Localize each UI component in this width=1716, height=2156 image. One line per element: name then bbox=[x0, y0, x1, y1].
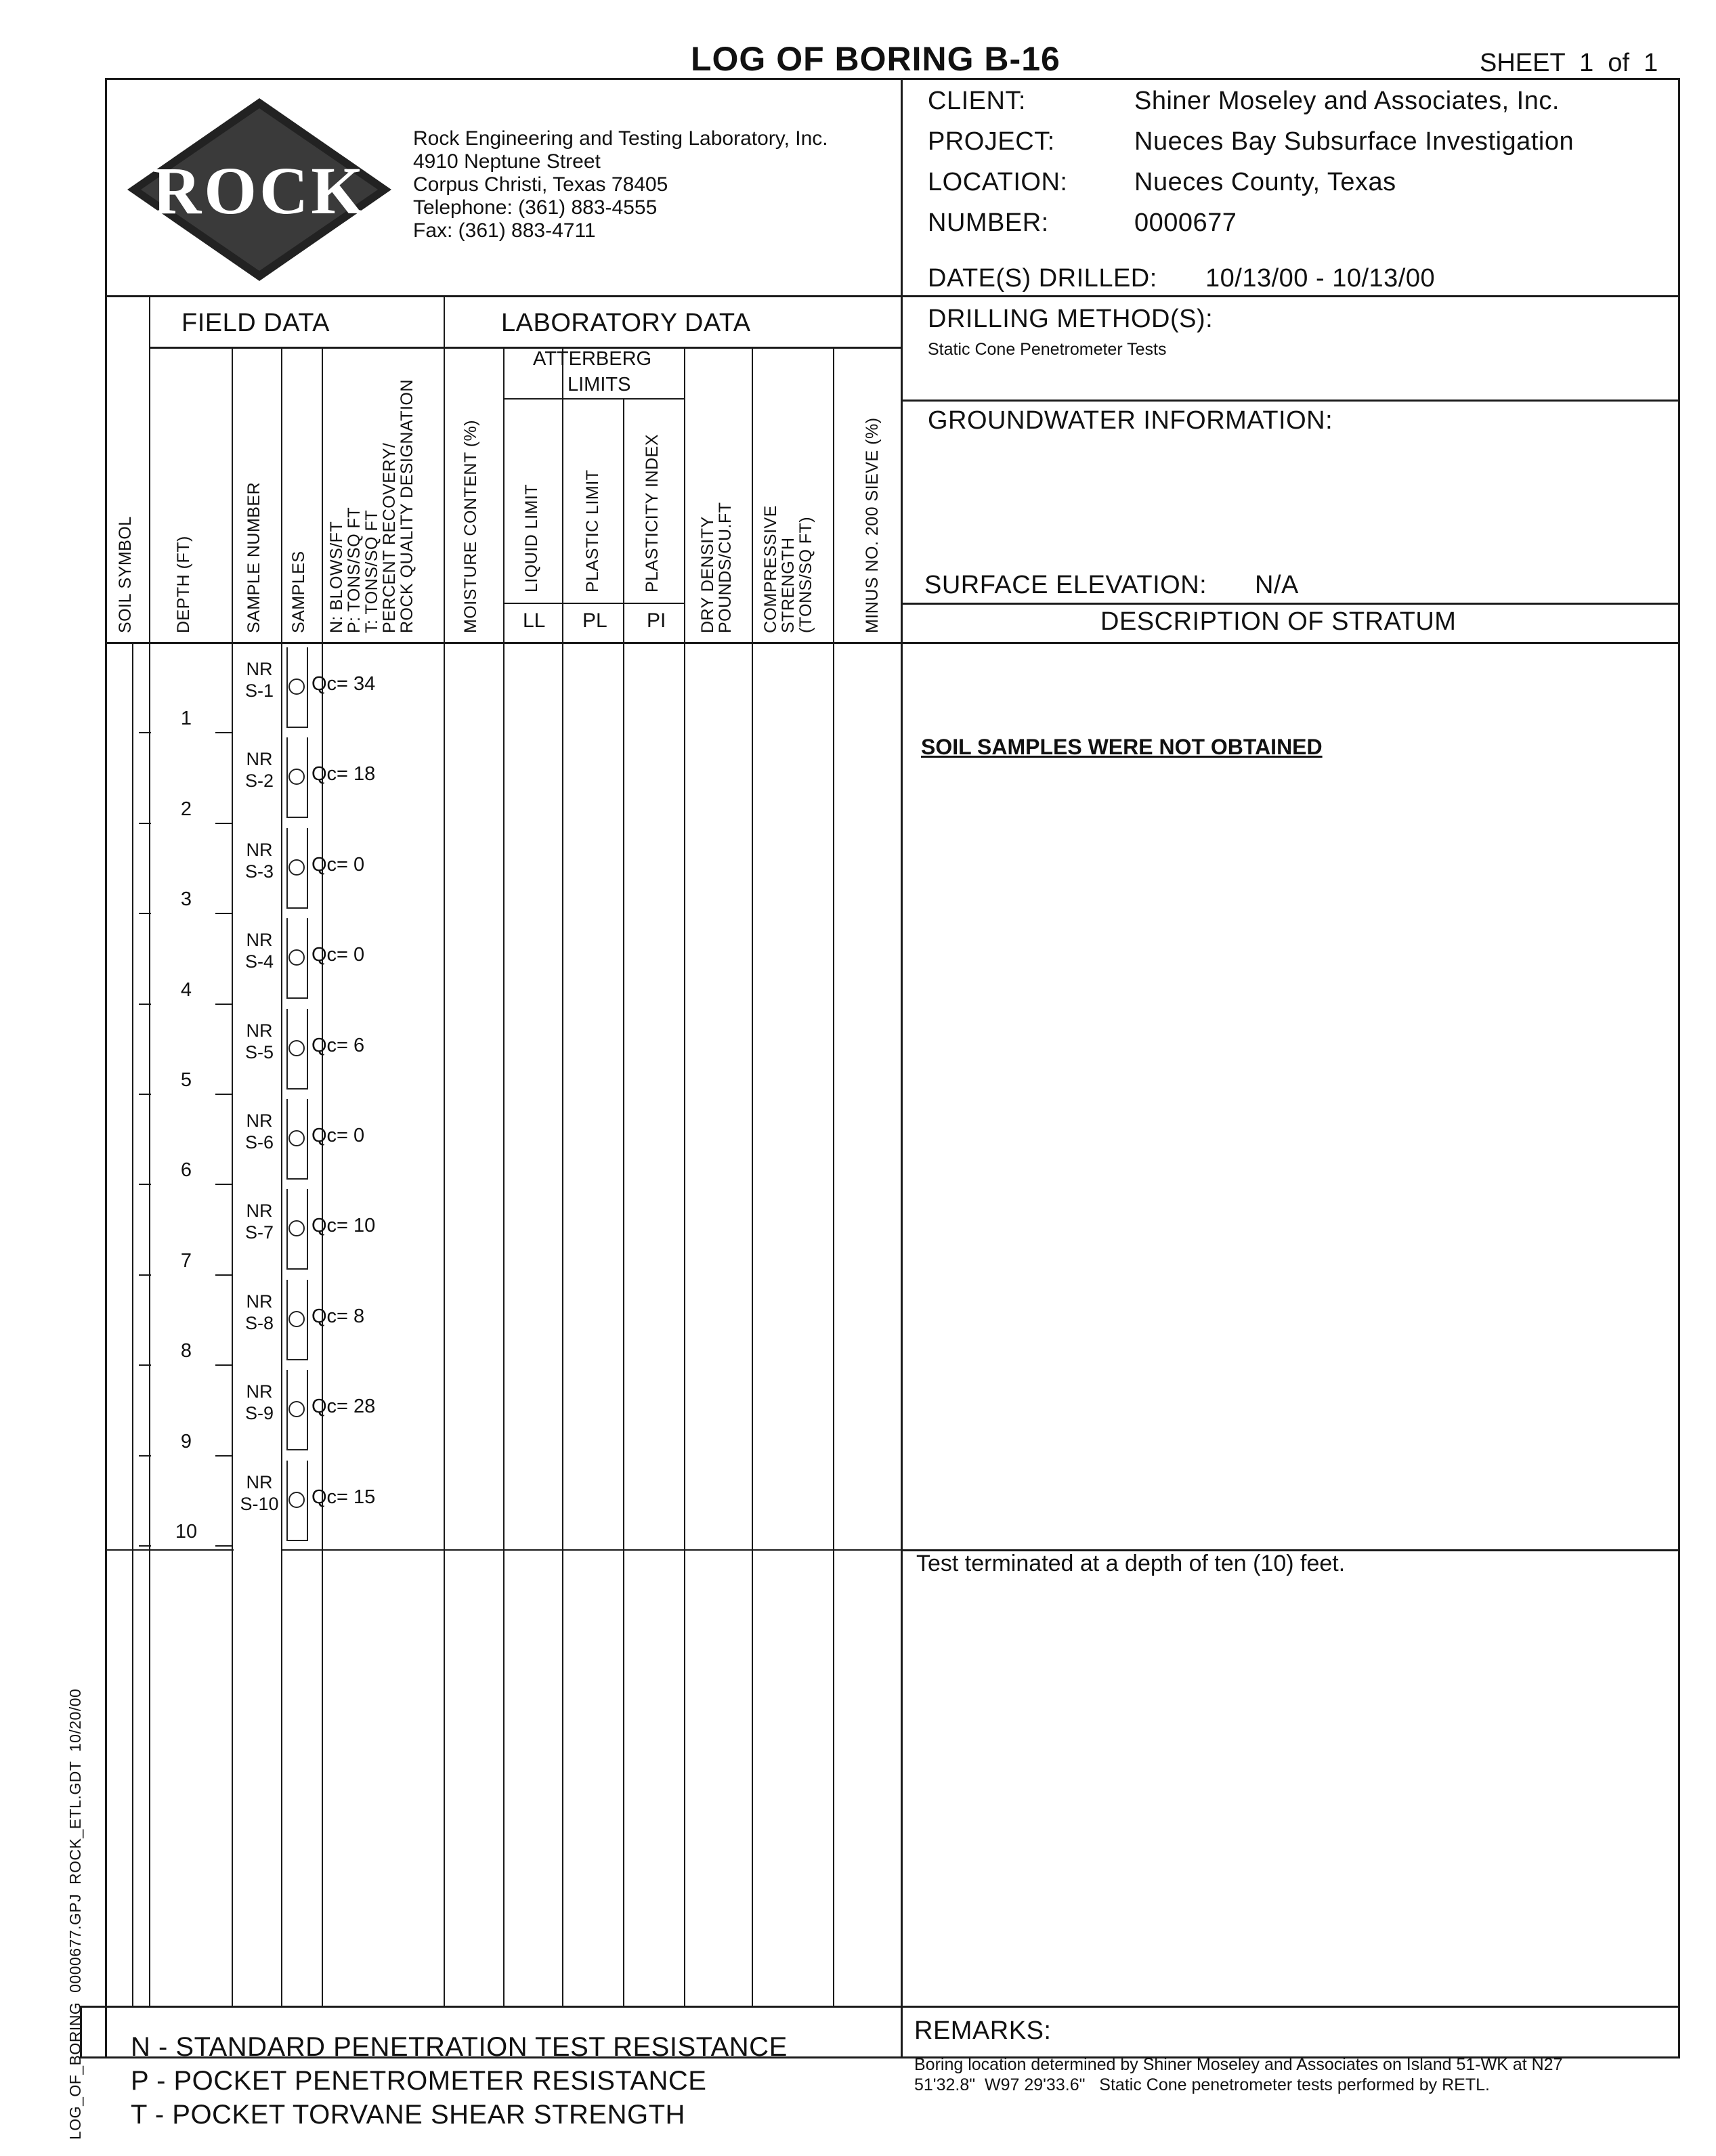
sample-qc-value: Qc= 10 bbox=[312, 1215, 376, 1236]
sample-nr: NR bbox=[246, 1020, 273, 1041]
depth-tick bbox=[139, 1184, 151, 1185]
depth-tick bbox=[215, 1184, 232, 1185]
sample-number bbox=[232, 658, 286, 702]
elevation-value: N/A bbox=[1255, 571, 1299, 599]
col-pl: PL bbox=[582, 609, 607, 632]
company-address2: Corpus Christi, Texas 78405 bbox=[413, 173, 668, 196]
sample-qc-value: Qc= 15 bbox=[312, 1486, 376, 1508]
col-rqd: ROCK QUALITY DESIGNATION bbox=[398, 379, 416, 633]
atterberg-header: ATTERBERG bbox=[533, 348, 652, 370]
col-soil-symbol: SOIL SYMBOL bbox=[116, 516, 135, 633]
depth-label: 9 bbox=[180, 1431, 192, 1452]
sample-number bbox=[232, 1471, 286, 1515]
elevation-label: SURFACE ELEVATION: bbox=[924, 571, 1207, 599]
depth-label: 6 bbox=[180, 1159, 192, 1181]
rock-logo bbox=[121, 95, 398, 284]
col-sample-number: SAMPLE NUMBER bbox=[244, 481, 263, 633]
sample-nr: NR bbox=[246, 1201, 273, 1221]
sample-number bbox=[232, 1020, 286, 1063]
depth-label: 2 bbox=[180, 798, 192, 820]
sample-number bbox=[232, 1110, 286, 1153]
sample-id: S-1 bbox=[244, 681, 274, 701]
depth-tick bbox=[139, 1455, 151, 1457]
col-compressive-2: STRENGTH bbox=[779, 537, 798, 633]
sample-id: S-6 bbox=[244, 1132, 274, 1152]
frame-left bbox=[105, 78, 107, 2056]
number-value: 0000677 bbox=[1134, 209, 1237, 237]
sample-nr: NR bbox=[246, 1472, 273, 1492]
col-compressive-3: (TONS/SQ FT) bbox=[796, 516, 815, 633]
location-label: LOCATION: bbox=[928, 168, 1068, 196]
company-phone: Telephone: (361) 883-4555 bbox=[413, 196, 658, 219]
page-title: LOG OF BORING B-16 bbox=[691, 40, 1060, 78]
sample-number bbox=[232, 929, 286, 972]
sample-number bbox=[232, 748, 286, 792]
col-n-blows: N: BLOWS/FT bbox=[327, 521, 346, 633]
groundwater-label: GROUNDWATER INFORMATION: bbox=[928, 406, 1333, 435]
sample-number bbox=[232, 839, 286, 882]
depth-tick bbox=[139, 1364, 151, 1366]
sample-number bbox=[232, 1200, 286, 1243]
sample-nr: NR bbox=[246, 840, 273, 860]
depth-tick bbox=[215, 1094, 232, 1095]
depth-tick bbox=[215, 1004, 232, 1005]
legend-p: P - POCKET PENETROMETER RESISTANCE bbox=[131, 2066, 707, 2096]
sample-qc-value: Qc= 0 bbox=[312, 854, 365, 876]
depth-label: 8 bbox=[180, 1340, 192, 1362]
col-percent-recovery: PERCENT RECOVERY/ bbox=[380, 442, 399, 633]
sample-nr: NR bbox=[246, 749, 273, 769]
remarks-line2: 51'32.8" W97 29'33.6" Static Cone penetrometer tests performed by RETL. bbox=[914, 2075, 1490, 2094]
sample-id: S-8 bbox=[244, 1313, 274, 1333]
project-label: PROJECT: bbox=[928, 127, 1055, 156]
sample-number bbox=[232, 1381, 286, 1424]
depth-tick bbox=[215, 913, 232, 914]
col-liquid-limit: LIQUID LIMIT bbox=[522, 483, 541, 592]
col-moisture: MOISTURE CONTENT (%) bbox=[461, 419, 480, 633]
sample-circle-icon bbox=[288, 678, 305, 695]
depth-tick bbox=[139, 732, 151, 733]
legend bbox=[131, 2030, 788, 2132]
sample-id: S-3 bbox=[244, 861, 274, 882]
depth-label: 4 bbox=[180, 979, 192, 1001]
sample-nr: NR bbox=[246, 659, 273, 679]
dates-label: DATE(S) DRILLED: bbox=[928, 264, 1157, 293]
dates-value: 10/13/00 - 10/13/00 bbox=[1205, 264, 1436, 293]
company-block bbox=[413, 127, 828, 242]
col-ll: LL bbox=[523, 609, 546, 632]
number-label: NUMBER: bbox=[928, 209, 1049, 237]
sample-circle-icon bbox=[288, 949, 305, 966]
depth-label: 3 bbox=[180, 888, 192, 910]
depth-tick bbox=[215, 1455, 232, 1457]
sample-id: S-9 bbox=[244, 1403, 274, 1423]
sample-qc-value: Qc= 6 bbox=[312, 1035, 365, 1056]
remarks-line1: Boring location determined by Shiner Moseley and Associates on Island 51-WK at N27 bbox=[914, 2055, 1563, 2074]
col-depth: DEPTH (FT) bbox=[174, 536, 193, 633]
sample-id: S-4 bbox=[244, 951, 274, 972]
sample-id: S-7 bbox=[244, 1222, 274, 1243]
sample-id: S-2 bbox=[244, 771, 274, 791]
client-value: Shiner Moseley and Associates, Inc. bbox=[1134, 87, 1560, 115]
company-address1: 4910 Neptune Street bbox=[413, 150, 601, 173]
legend-n: N - STANDARD PENETRATION TEST RESISTANCE bbox=[131, 2032, 788, 2062]
company-fax: Fax: (361) 883-4711 bbox=[413, 219, 596, 242]
depth-tick bbox=[139, 1274, 151, 1276]
remarks-label: REMARKS: bbox=[914, 2017, 1052, 2045]
sample-nr: NR bbox=[246, 1291, 273, 1312]
col-p-tons: P: TONS/SQ FT bbox=[345, 506, 364, 633]
project-value: Nueces Bay Subsurface Investigation bbox=[1134, 127, 1574, 156]
col-plasticity-index: PLASTICITY INDEX bbox=[643, 434, 662, 592]
depth-tick bbox=[215, 1364, 232, 1366]
depth-tick bbox=[139, 1004, 151, 1005]
depth-label: 7 bbox=[180, 1250, 192, 1272]
depth-label: 10 bbox=[175, 1521, 198, 1543]
sample-circle-icon bbox=[288, 859, 305, 876]
col-dry-density-2: POUNDS/CU.FT bbox=[716, 502, 735, 633]
depth-tick bbox=[139, 913, 151, 914]
frame-top bbox=[105, 78, 1679, 80]
sample-nr: NR bbox=[246, 930, 273, 950]
sample-nr: NR bbox=[246, 1111, 273, 1131]
client-label: CLIENT: bbox=[928, 87, 1026, 115]
col-minus200: MINUS NO. 200 SIEVE (%) bbox=[863, 417, 882, 633]
depth-tick bbox=[139, 823, 151, 824]
stratum-note: SOIL SAMPLES WERE NOT OBTAINED bbox=[921, 735, 1323, 759]
frame-right bbox=[1678, 78, 1680, 2056]
col-t-tons: T: TONS/SQ FT bbox=[362, 510, 381, 633]
col-samples: SAMPLES bbox=[289, 551, 308, 633]
company-name: Rock Engineering and Testing Laboratory, Inc. bbox=[413, 127, 828, 150]
sample-circle-icon bbox=[288, 1220, 305, 1236]
col-plastic-limit: PLASTIC LIMIT bbox=[583, 469, 602, 592]
col-pi: PI bbox=[647, 609, 666, 632]
termination-note: Test terminated at a depth of ten (10) feet. bbox=[916, 1551, 1346, 1576]
depth-tick bbox=[215, 1274, 232, 1276]
limits-header: LIMITS bbox=[567, 374, 631, 395]
sample-circle-icon bbox=[288, 1492, 305, 1508]
sample-qc-value: Qc= 0 bbox=[312, 1125, 365, 1146]
sample-qc-value: Qc= 18 bbox=[312, 763, 376, 785]
drilling-label: DRILLING METHOD(S): bbox=[928, 305, 1214, 333]
depth-label: 5 bbox=[180, 1069, 192, 1091]
sample-qc-value: Qc= 0 bbox=[312, 944, 365, 966]
sample-nr: NR bbox=[246, 1381, 273, 1402]
drilling-value: Static Cone Penetrometer Tests bbox=[928, 340, 1167, 359]
sample-number bbox=[232, 1291, 286, 1334]
depth-tick bbox=[139, 1545, 151, 1547]
stratum-header: DESCRIPTION OF STRATUM bbox=[1100, 607, 1457, 636]
depth-tick bbox=[215, 823, 232, 824]
sample-id: S-5 bbox=[244, 1042, 274, 1062]
depth-tick bbox=[215, 732, 232, 733]
sheet-number: SHEET 1 of 1 bbox=[1480, 49, 1658, 77]
col-compressive-1: COMPRESSIVE bbox=[761, 505, 780, 633]
side-file-label: LOG_OF_BORING 0000677.GPJ ROCK_ETL.GDT 10/20/00 bbox=[66, 1688, 84, 2140]
sample-circle-icon bbox=[288, 1040, 305, 1056]
sample-id: S-10 bbox=[240, 1494, 279, 1514]
laboratory-data-header: LABORATORY DATA bbox=[501, 309, 751, 337]
sample-qc-value: Qc= 28 bbox=[312, 1396, 376, 1417]
sample-qc-value: Qc= 34 bbox=[312, 673, 376, 695]
sample-qc-value: Qc= 8 bbox=[312, 1306, 365, 1327]
sample-circle-icon bbox=[288, 769, 305, 785]
depth-tick bbox=[215, 1545, 232, 1547]
sample-circle-icon bbox=[288, 1401, 305, 1417]
legend-t: T - POCKET TORVANE SHEAR STRENGTH bbox=[131, 2100, 685, 2130]
remarks-text bbox=[914, 2054, 1562, 2095]
depth-tick bbox=[139, 1094, 151, 1095]
col-dry-density-1: DRY DENSITY bbox=[698, 516, 717, 633]
rock-logo-text: ROCK bbox=[152, 153, 366, 228]
sample-circle-icon bbox=[288, 1130, 305, 1146]
location-value: Nueces County, Texas bbox=[1134, 168, 1396, 196]
depth-label: 1 bbox=[180, 708, 192, 729]
field-data-header: FIELD DATA bbox=[181, 309, 330, 337]
sample-circle-icon bbox=[288, 1311, 305, 1327]
